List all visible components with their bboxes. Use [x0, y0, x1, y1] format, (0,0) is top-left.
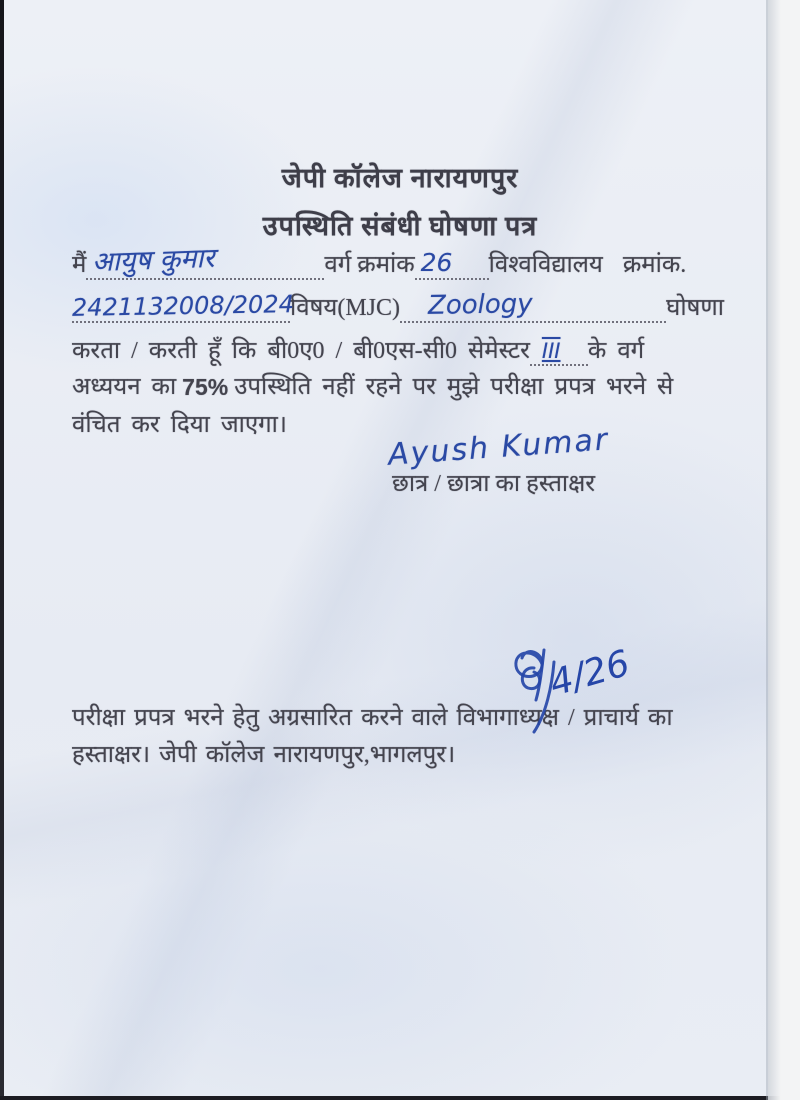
line5-text: वंचित कर दिया जाएगा।: [72, 412, 287, 438]
body-line-1: [72, 242, 724, 280]
subject-field: [400, 291, 666, 323]
college-title: जेपी कॉलेज नारायणपुर: [281, 163, 519, 193]
semester-value: III: [541, 339, 561, 363]
student-name-field: [86, 242, 324, 280]
student-signature: Ayush Kumar: [387, 422, 611, 473]
head-signature-text: 4/26: [545, 642, 635, 705]
line3-suffix: के वर्ग: [587, 338, 645, 364]
line4-pre: अध्ययन का: [72, 374, 177, 400]
line1-suffix: विश्वविद्यालय क्रमांक.: [488, 252, 687, 278]
university-roll-field: [71, 290, 295, 323]
body-line-5: [72, 410, 724, 440]
class-roll-field: [415, 248, 489, 280]
scan-edge-bottom: [0, 1096, 800, 1100]
class-roll-value: 26: [420, 248, 453, 277]
footer-line-2: हस्ताक्षर। जेपी कॉलेज नारायणपुर,भागलपुर।: [72, 742, 456, 768]
student-name-value: आयुष कुमार: [91, 242, 216, 279]
subject-label: विषय(MJC): [290, 295, 401, 321]
line1-prefix: मैं: [72, 252, 87, 278]
body-line-3: [72, 334, 724, 366]
scribble-loop-2: [522, 668, 539, 689]
university-roll-value: 2421132008/2024: [71, 290, 295, 322]
subject-value: Zoology: [427, 289, 533, 321]
scribble-loop-1: [516, 652, 542, 677]
form-title: उपस्थिति संबंधी घोषणा पत्र: [262, 211, 538, 241]
student-signature-label: छात्र / छात्रा का हस्ताक्षर: [392, 471, 596, 497]
attendance-percto: 75%: [182, 374, 229, 401]
line3-prefix: करता / करती हूँ कि बी0ए0 / बी0एस-सी0 सेमेस्टर: [72, 338, 530, 364]
footer-line-1: परीक्षा प्रपत्र भरने हेतु अग्रसारित करने वाले विभागाध्यक्ष / प्राचार्य का: [72, 705, 673, 731]
body-line-4: [72, 372, 724, 402]
line2-suffix: घोषणा: [666, 295, 724, 321]
line1-class-label: वर्ग क्रमांक: [324, 252, 415, 278]
semester-field: [530, 334, 588, 366]
head-signature-scribble: [496, 624, 666, 744]
line4-post: उपस्थिति नहीं रहने पर मुझे परीक्षा प्रपत्र भरने से: [234, 374, 674, 400]
body-line-2: [72, 291, 724, 323]
